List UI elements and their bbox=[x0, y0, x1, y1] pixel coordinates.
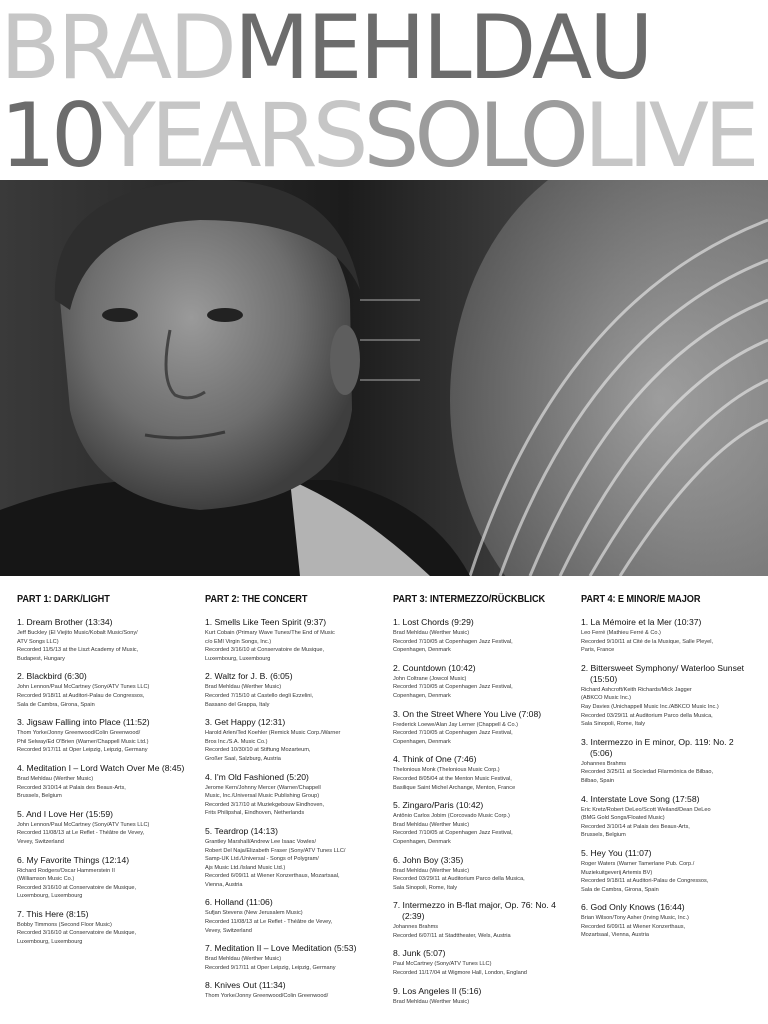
track-title: 4. Meditation I – Lord Watch Over Me (8:45) bbox=[17, 762, 185, 773]
credit-line: Recorded 03/29/11 at Auditorium Parco della Musica, bbox=[393, 876, 525, 883]
track-credits bbox=[393, 721, 565, 747]
credit-line: John Lennon/Paul McCartney (Sony/ATV Tunes LLC) bbox=[17, 684, 150, 691]
credit-line: Leo Ferré (Mathieu Ferré & Co.) bbox=[581, 630, 661, 636]
credit-line: Harold Arlen/Ted Koehler (Remick Music Corp./Warner bbox=[205, 730, 341, 737]
track-credits bbox=[393, 867, 565, 893]
credit-line: Copenhagen, Denmark bbox=[393, 738, 451, 745]
track-credits bbox=[393, 923, 565, 940]
track-title: 6. My Favorite Things (12:14) bbox=[17, 854, 130, 865]
track-entry bbox=[393, 709, 565, 747]
track-entry bbox=[17, 617, 189, 663]
credit-line: Recorded 11/5/13 at the Liszt Academy of Music, bbox=[17, 647, 139, 654]
album-title-years: YEARS bbox=[101, 92, 364, 180]
part-heading: PART 3: INTERMEZZO/RÜCKBLICK bbox=[393, 594, 546, 605]
track-credits bbox=[581, 629, 753, 655]
track-title: 7. Meditation II – Love Meditation (5:53) bbox=[205, 943, 357, 954]
credit-line: Richard Rodgers/Oscar Hammerstein II bbox=[17, 867, 115, 874]
album-title-header bbox=[0, 92, 768, 180]
credit-line: Recorded 7/10/05 at Copenhagen Jazz Festival, bbox=[393, 730, 513, 737]
credit-line: Brussels, Belgium bbox=[17, 793, 62, 800]
credit-line: Recorded 6/07/11 at Stadttheater, Wels, Austria bbox=[393, 932, 511, 939]
credit-line: Thelonious Monk (Thelonious Music Corp.) bbox=[393, 767, 500, 774]
track-title: 8. Knives Out (11:34) bbox=[205, 980, 286, 991]
track-entry bbox=[205, 826, 377, 890]
track-credits bbox=[17, 821, 189, 847]
track-title: 1. Smells Like Teen Spirit (9:37) bbox=[205, 617, 327, 627]
album-title-number: 10 bbox=[0, 92, 102, 180]
track-title: 3. Intermezzo in E minor, Op. 119: No. 2 (5:06) bbox=[581, 736, 734, 758]
credit-line: Frederick Loewe/Alan Jay Lerner (Chappell & Co.) bbox=[393, 721, 518, 728]
credit-line: Brad Mehldau (Werther Music) bbox=[393, 821, 470, 828]
track-entry bbox=[581, 902, 753, 940]
tracklist-part-4 bbox=[581, 594, 753, 948]
credit-line: John Coltrane (Jowcol Music) bbox=[393, 675, 467, 682]
credit-line: Recorded 3/10/14 at Palais des Beaux-Arts, bbox=[581, 823, 690, 830]
credit-line: Johannes Brahms bbox=[393, 924, 439, 931]
artist-last-name: MEHLDAU bbox=[233, 4, 651, 92]
credit-line: Recorded 7/10/05 at Copenhagen Jazz Festival, bbox=[393, 830, 513, 837]
track-credits bbox=[581, 686, 753, 729]
credit-line: Samp-UK Ltd./Universal - Songs of Polygram/ bbox=[205, 856, 319, 863]
track-title: 4. I'm Old Fashioned (5:20) bbox=[205, 771, 309, 782]
track-entry bbox=[393, 754, 565, 792]
credit-line: Recorded 7/15/10 at Castello degli Ezzelini, bbox=[205, 692, 314, 699]
artist-portrait-photo bbox=[0, 180, 768, 576]
track-entry bbox=[17, 717, 189, 755]
credit-line: Copenhagen, Denmark bbox=[393, 692, 451, 699]
track-title: 5. And I Love Her (15:59) bbox=[17, 808, 114, 819]
track-entry bbox=[393, 855, 565, 893]
track-entry bbox=[393, 900, 565, 940]
track-credits bbox=[17, 867, 189, 901]
track-title: 5. Zingaro/Paris (10:42) bbox=[393, 800, 484, 811]
credit-line: Budapest, Hungary bbox=[17, 655, 65, 662]
track-entry bbox=[17, 763, 189, 801]
track-entry bbox=[393, 617, 565, 655]
track-title: 2. Countdown (10:42) bbox=[393, 662, 476, 673]
credit-line: Brad Mehldau (Werther Music) bbox=[17, 775, 94, 782]
credit-line: Robert Del Naja/Elizabeth Fraser (Sony/ATV Tunes LLC/ bbox=[205, 847, 346, 854]
album-title-live: LIVE bbox=[583, 92, 755, 180]
track-title: 7. Intermezzo in B-flat major, Op. 76: No. 4 (2:39) bbox=[393, 900, 556, 922]
track-credits bbox=[17, 775, 189, 801]
credit-line: Ray Davies (Unichappell Music Inc./ABKCO Music Inc.) bbox=[581, 703, 719, 710]
track-title: 4. Interstate Love Song (17:58) bbox=[581, 793, 700, 804]
credit-line: Sufjan Stevens (New Jerusalem Music) bbox=[205, 910, 303, 917]
credit-line: Recorded 7/10/05 at Copenhagen Jazz Festival, bbox=[393, 684, 513, 691]
credit-line: Muziekuitgeverij Artemis BV) bbox=[581, 869, 653, 876]
credit-line: Bilbao, Spain bbox=[581, 777, 614, 784]
track-entry bbox=[393, 948, 565, 977]
credit-line: Paris, France bbox=[581, 647, 615, 654]
tracklist-section bbox=[0, 576, 768, 1024]
tracklist-part-3 bbox=[393, 594, 565, 1014]
track-title: 5. Hey You (11:07) bbox=[581, 847, 652, 858]
credit-line: Johannes Brahms bbox=[581, 760, 627, 767]
credit-line: Recorded 9/17/11 at Oper Leipzig, Leipzig, Germany bbox=[17, 747, 148, 754]
credit-line: Brussels, Belgium bbox=[581, 832, 626, 839]
track-entry bbox=[17, 671, 189, 709]
tracklist-part-2 bbox=[205, 594, 377, 1009]
credit-line: Richard Ashcroft/Keith Richards/Mick Jagger bbox=[581, 686, 692, 693]
credit-line: Vienna, Austria bbox=[205, 881, 243, 888]
track-credits bbox=[393, 960, 565, 977]
credit-line: c/o EMI Virgin Songs, Inc.) bbox=[205, 638, 272, 645]
track-entry bbox=[205, 617, 377, 663]
track-title: 6. Holland (11:06) bbox=[205, 897, 273, 908]
track-title: 3. Get Happy (12:31) bbox=[205, 717, 286, 728]
track-entry bbox=[17, 909, 189, 947]
track-entry bbox=[393, 800, 565, 846]
credit-line: Music, Inc./Universal Music Publishing Group) bbox=[205, 793, 320, 800]
credit-line: Recorded 10/30/10 at Stiftung Mozarteum, bbox=[205, 747, 311, 754]
credit-line: Jeff Buckley (El Viejito Music/Kobalt Music/Sony/ bbox=[17, 630, 138, 636]
credit-line: Phil Selway/Ed O'Brien (Warner/Chappell Music Ltd.) bbox=[17, 738, 149, 745]
track-title: 2. Blackbird (6:30) bbox=[17, 671, 87, 682]
track-entry bbox=[17, 855, 189, 901]
credit-line: Sala Sinopoli, Rome, Italy bbox=[581, 721, 646, 728]
credit-line: Recorded 9/10/11 at Cité de la Musique, Salle Pleyel, bbox=[581, 638, 714, 645]
credit-line: Recorded 3/16/10 at Conservatoire de Musique, bbox=[17, 930, 137, 937]
track-credits bbox=[393, 766, 565, 792]
credit-line: Antônio Carlos Jobim (Corcovado Music Corp.) bbox=[393, 813, 510, 820]
track-title: 5. Teardrop (14:13) bbox=[205, 825, 278, 836]
credit-line: Recorded 8/05/04 at the Menton Music Festival, bbox=[393, 775, 512, 782]
credit-line: Vevey, Switzerland bbox=[205, 927, 252, 934]
credit-line: Paul McCartney (Sony/ATV Tunes LLC) bbox=[393, 961, 492, 968]
credit-line: Brad Mehldau (Werther Music) bbox=[393, 630, 470, 636]
credit-line: (ABKCO Music Inc.) bbox=[581, 695, 632, 702]
track-title: 2. Waltz for J. B. (6:05) bbox=[205, 671, 293, 682]
track-credits bbox=[17, 921, 189, 947]
track-entry bbox=[581, 663, 753, 729]
credit-line: Recorded 11/08/13 at Le Reflet - Théâtre de Vevey, bbox=[205, 919, 333, 926]
track-credits bbox=[205, 992, 377, 1001]
credit-line: Recorded 9/18/11 at Auditori-Palau de Congressos, bbox=[17, 692, 145, 699]
credit-line: Brad Mehldau (Werther Music) bbox=[205, 684, 282, 691]
track-credits bbox=[205, 955, 377, 972]
credit-line: Recorded 11/08/13 at Le Reflet - Théâtre de Vevey, bbox=[17, 830, 145, 837]
credit-line: Bros Inc./S.A. Music Co.) bbox=[205, 738, 268, 745]
track-credits bbox=[205, 838, 377, 890]
part-heading: PART 2: THE CONCERT bbox=[205, 594, 308, 605]
track-credits bbox=[205, 784, 377, 818]
track-credits bbox=[17, 683, 189, 709]
credit-line: Eric Kretz/Robert DeLeo/Scott Weiland/Dean DeLeo bbox=[581, 806, 711, 813]
credit-line: Mozartsaal, Vienna, Austria bbox=[581, 932, 649, 939]
track-title: 3. Jigsaw Falling into Place (11:52) bbox=[17, 717, 150, 728]
credit-line: Bobby Timmons (Second Floor Music) bbox=[17, 921, 112, 928]
credit-line: Luxembourg, Luxembourg bbox=[205, 655, 271, 662]
album-title-solo: SOLO bbox=[363, 92, 584, 180]
track-entry bbox=[581, 794, 753, 840]
track-credits bbox=[205, 629, 377, 663]
credit-line: Brad Mehldau (Werther Music) bbox=[393, 867, 470, 874]
track-title: 1. La Mémoire et la Mer (10:37) bbox=[581, 617, 702, 627]
credit-line: Recorded 6/09/11 at Wiener Konzerthaus, Mozartsaal, bbox=[205, 873, 340, 880]
credit-line: Sala Sinopoli, Rome, Italy bbox=[393, 884, 458, 891]
credit-line: Luxembourg, Luxembourg bbox=[17, 939, 83, 946]
credit-line: Brian Wilson/Tony Asher (Irving Music, Inc.) bbox=[581, 915, 689, 922]
track-title: 1. Lost Chords (9:29) bbox=[393, 617, 474, 627]
track-credits bbox=[581, 806, 753, 840]
track-credits bbox=[17, 729, 189, 755]
credit-line: Bassano del Grappa, Italy bbox=[205, 701, 270, 708]
credit-line: Roger Waters (Warner Tamerlane Pub. Corp./ bbox=[581, 860, 695, 867]
credit-line: Recorded 3/25/11 at Sociedad Filarmónica de Bilbao, bbox=[581, 769, 714, 776]
track-credits bbox=[205, 909, 377, 935]
credit-line: Brad Mehldau (Werther Music) bbox=[393, 998, 470, 1005]
track-entry bbox=[581, 737, 753, 786]
track-entry bbox=[17, 809, 189, 847]
track-title: 8. Junk (5:07) bbox=[393, 948, 446, 959]
credit-line: Thom Yorke/Jonny Greenwood/Colin Greenwood/ bbox=[205, 993, 329, 1000]
track-title: 2. Bittersweet Symphony/ Waterloo Sunset (15:50) bbox=[581, 662, 745, 684]
track-credits bbox=[393, 998, 565, 1007]
track-credits bbox=[581, 914, 753, 940]
credit-line: Vevey, Switzerland bbox=[17, 838, 64, 845]
track-credits bbox=[581, 760, 753, 786]
credit-line: (Williamson Music Co.) bbox=[17, 876, 75, 883]
track-title: 6. John Boy (3:35) bbox=[393, 854, 464, 865]
credit-line: Sala de Cambra, Girona, Spain bbox=[17, 701, 95, 708]
credit-line: Copenhagen, Denmark bbox=[393, 647, 451, 654]
credit-line: Recorded 9/18/11 at Auditori-Palau de Congressos, bbox=[581, 878, 709, 885]
track-entry bbox=[393, 986, 565, 1007]
credit-line: Recorded 3/17/10 at Muziekgebouw Eindhoven, bbox=[205, 801, 325, 808]
credit-line: Großer Saal, Salzburg, Austria bbox=[205, 755, 281, 762]
credit-line: Recorded 7/10/05 at Copenhagen Jazz Festival, bbox=[393, 638, 513, 645]
credit-line: John Lennon/Paul McCartney (Sony/ATV Tunes LLC) bbox=[17, 821, 150, 828]
track-entry bbox=[581, 848, 753, 894]
credit-line: Kurt Cobain (Primary Wave Tunes/The End of Music bbox=[205, 630, 335, 636]
credit-line: Copenhagen, Denmark bbox=[393, 838, 451, 845]
credit-line: Recorded 11/17/04 at Wigmore Hall, London, England bbox=[393, 970, 527, 977]
credit-line: Grantley Marshall/Andrew Lee Isaac Vowles/ bbox=[205, 838, 316, 845]
track-credits bbox=[393, 812, 565, 846]
credit-line: Basilique Saint Michel Archange, Menton, France bbox=[393, 784, 516, 791]
credit-line: Thom Yorke/Jonny Greenwood/Colin Greenwood/ bbox=[17, 730, 141, 737]
track-entry bbox=[205, 897, 377, 935]
track-entry bbox=[581, 617, 753, 655]
track-title: 7. This Here (8:15) bbox=[17, 908, 89, 919]
track-entry bbox=[205, 943, 377, 972]
credit-line: (BMG Gold Songs/Floated Music) bbox=[581, 815, 665, 822]
artist-name-header bbox=[0, 4, 768, 92]
track-entry bbox=[205, 772, 377, 818]
part-heading: PART 1: DARK/LIGHT bbox=[17, 594, 110, 605]
track-credits bbox=[393, 629, 565, 655]
credit-line: Recorded 6/09/11 at Wiener Konzerthaus, bbox=[581, 923, 686, 930]
credit-line: Frits Philipshal, Eindhoven, Netherlands bbox=[205, 810, 305, 817]
artist-first-name: BRAD bbox=[0, 4, 234, 92]
tracklist-part-1 bbox=[17, 594, 189, 955]
credit-line: Recorded 03/29/11 at Auditorium Parco della Musica, bbox=[581, 712, 713, 719]
track-entry bbox=[205, 717, 377, 763]
track-title: 1. Dream Brother (13:34) bbox=[17, 617, 113, 627]
credit-line: Recorded 3/16/10 at Conservatoire de Musique, bbox=[205, 647, 325, 654]
track-credits bbox=[17, 629, 189, 663]
credit-line: Brad Mehldau (Werther Music) bbox=[205, 956, 282, 963]
credit-line: Recorded 3/16/10 at Conservatoire de Musique, bbox=[17, 884, 137, 891]
credit-line: Recorded 3/10/14 at Palais des Beaux-Arts, bbox=[17, 784, 126, 791]
track-credits bbox=[581, 860, 753, 894]
track-title: 3. On the Street Where You Live (7:08) bbox=[393, 708, 542, 719]
credit-line: Recorded 9/17/11 at Oper Leipzig, Leipzig, Germany bbox=[205, 964, 336, 971]
track-title: 4. Think of One (7:46) bbox=[393, 754, 477, 765]
track-credits bbox=[393, 675, 565, 701]
track-entry bbox=[393, 663, 565, 701]
track-entry bbox=[205, 671, 377, 709]
track-credits bbox=[205, 683, 377, 709]
credit-line: Ajs Music Ltd./Island Music Ltd.) bbox=[205, 864, 286, 871]
part-heading: PART 4: E MINOR/E MAJOR bbox=[581, 594, 701, 605]
credit-line: ATV Songs LLC) bbox=[17, 638, 59, 645]
track-credits bbox=[205, 729, 377, 763]
track-title: 9. Los Angeles II (5:16) bbox=[393, 985, 482, 996]
credit-line: Luxembourg, Luxembourg bbox=[17, 893, 83, 900]
track-title: 6. God Only Knows (16:44) bbox=[581, 902, 685, 913]
credit-line: Jerome Kern/Johnny Mercer (Warner/Chappell bbox=[205, 784, 321, 791]
track-entry bbox=[205, 980, 377, 1001]
credit-line: Sala de Cambra, Girona, Spain bbox=[581, 886, 659, 893]
